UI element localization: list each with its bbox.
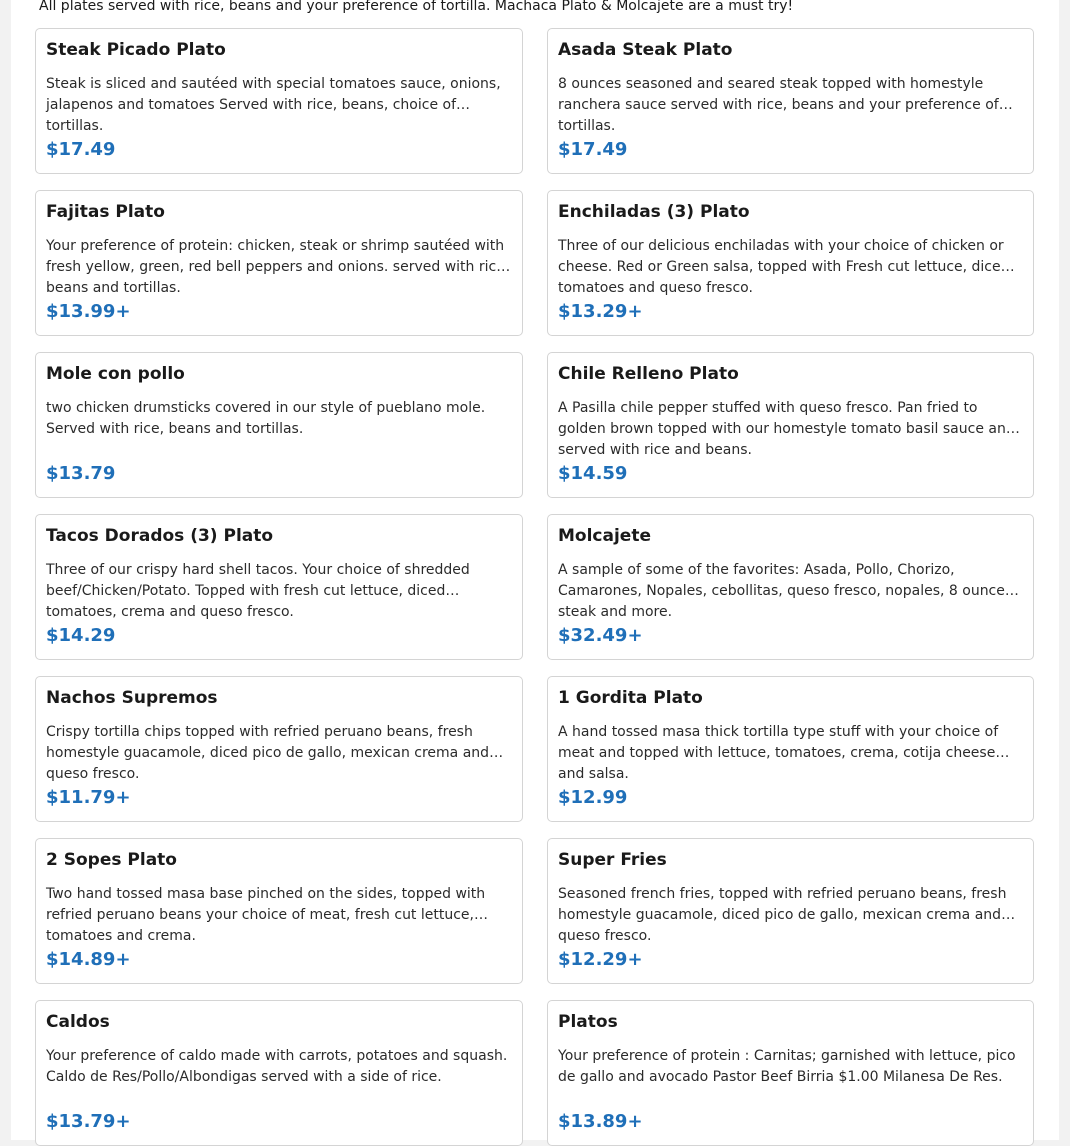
- menu-item-description: Your preference of protein : Carnitas; garnished with lettuce, pico de gallo and avocado Pastor Beef Birria $1.00 Milanesa De Res.: [558, 1048, 1016, 1085]
- menu-item-card[interactable]: [547, 352, 1034, 498]
- menu-item-name: Asada Steak Plato: [558, 40, 733, 60]
- menu-item-price: $13.89+: [558, 1111, 643, 1132]
- menu-item-card[interactable]: [35, 676, 523, 822]
- menu-item-description: Crispy tortilla chips topped with refried peruano beans, fresh homestyle guacamole, diced pico de gallo, mexican crema and queso fresco.: [46, 724, 490, 782]
- menu-item-price: $17.49: [46, 139, 116, 160]
- menu-item-card[interactable]: [547, 1000, 1034, 1146]
- menu-item-description: Two hand tossed masa base pinched on the sides, topped with refried peruano beans your choice of meat, fresh cut lettuce, tomatoes and crema.: [46, 886, 486, 944]
- menu-item-name: Steak Picado Plato: [46, 40, 226, 60]
- menu-item-card[interactable]: [35, 514, 523, 660]
- menu-items-grid: [35, 28, 1034, 1146]
- menu-item-card[interactable]: [35, 352, 523, 498]
- menu-item-name: Enchiladas (3) Plato: [558, 202, 750, 222]
- menu-item-card[interactable]: [35, 838, 523, 984]
- menu-item-card[interactable]: [35, 1000, 523, 1146]
- menu-item-description: A Pasilla chile pepper stuffed with queso fresco. Pan fried to golden brown topped with our homestyle tomato basil sauce and served with rice and beans.: [558, 400, 1015, 458]
- section-description: All plates served with rice, beans and your preference of tortilla. Machaca Plato & Molcajete are a must try!: [39, 0, 794, 14]
- menu-item-price: $14.89+: [46, 949, 131, 970]
- menu-item-name: Super Fries: [558, 850, 667, 870]
- menu-item-description: Three of our crispy hard shell tacos. Your choice of shredded beef/Chicken/Potato. Topped with fresh cut lettuce, diced tomatoes, crema and queso fresco.: [46, 562, 470, 620]
- menu-item-description: Steak is sliced and sautéed with special tomatoes sauce, onions, jalapenos and tomatoes Served with rice, beans, choice of tortillas.: [46, 76, 501, 134]
- menu-item-card[interactable]: [35, 28, 523, 174]
- menu-item-description: A sample of some of the favorites: Asada, Pollo, Chorizo, Camarones, Nopales, cebollitas, queso fresco, nopales, 8 ounce steak and more.: [558, 562, 1005, 620]
- menu-item-price: $11.79+: [46, 787, 131, 808]
- menu-item-name: Mole con pollo: [46, 364, 185, 384]
- menu-item-description: 8 ounces seasoned and seared steak topped with homestyle ranchera sauce served with rice, beans and your preference of tortillas.: [558, 76, 999, 134]
- menu-page: [11, 0, 1059, 1140]
- menu-item-card[interactable]: [547, 28, 1034, 174]
- menu-item-price: $12.29+: [558, 949, 643, 970]
- menu-item-name: Chile Relleno Plato: [558, 364, 739, 384]
- menu-item-name: Fajitas Plato: [46, 202, 165, 222]
- menu-item-description: A hand tossed masa thick tortilla type stuff with your choice of meat and topped with lettuce, tomatoes, crema, cotija cheese and salsa.: [558, 724, 999, 782]
- menu-item-price: $14.59: [558, 463, 628, 484]
- menu-item-price: $12.99: [558, 787, 628, 808]
- menu-item-name: Caldos: [46, 1012, 110, 1032]
- menu-item-price: $13.79+: [46, 1111, 131, 1132]
- menu-item-price: $17.49: [558, 139, 628, 160]
- menu-item-description: Seasoned french fries, topped with refried peruano beans, fresh homestyle guacamole, diced pico de gallo, mexican crema and queso fresco.: [558, 886, 1007, 944]
- menu-item-name: Nachos Supremos: [46, 688, 218, 708]
- menu-item-name: 1 Gordita Plato: [558, 688, 703, 708]
- menu-item-price: $14.29: [46, 625, 116, 646]
- menu-item-card[interactable]: [547, 838, 1034, 984]
- menu-item-description: Your preference of caldo made with carrots, potatoes and squash. Caldo de Res/Pollo/Albondigas served with a side of rice.: [46, 1048, 508, 1085]
- menu-item-name: 2 Sopes Plato: [46, 850, 177, 870]
- menu-item-name: Molcajete: [558, 526, 651, 546]
- menu-item-card[interactable]: [35, 190, 523, 336]
- menu-item-name: Platos: [558, 1012, 618, 1032]
- menu-item-description: two chicken drumsticks covered in our style of pueblano mole. Served with rice, beans and tortillas.: [46, 400, 486, 437]
- menu-item-name: Tacos Dorados (3) Plato: [46, 526, 274, 546]
- menu-item-card[interactable]: [547, 190, 1034, 336]
- menu-item-price: $13.99+: [46, 301, 131, 322]
- menu-item-card[interactable]: [547, 676, 1034, 822]
- menu-item-card[interactable]: [547, 514, 1034, 660]
- menu-item-price: $32.49+: [558, 625, 643, 646]
- menu-item-description: Your preference of protein: chicken, steak or shrimp sautéed with fresh yellow, green, red bell peppers and onions. served with rice, beans and tortillas.: [46, 238, 510, 296]
- menu-item-price: $13.29+: [558, 301, 643, 322]
- menu-item-description: Three of our delicious enchiladas with your choice of chicken or cheese. Red or Green salsa, topped with Fresh cut lettuce, diced tomatoes and queso fresco.: [558, 238, 1010, 296]
- menu-item-price: $13.79: [46, 463, 116, 484]
